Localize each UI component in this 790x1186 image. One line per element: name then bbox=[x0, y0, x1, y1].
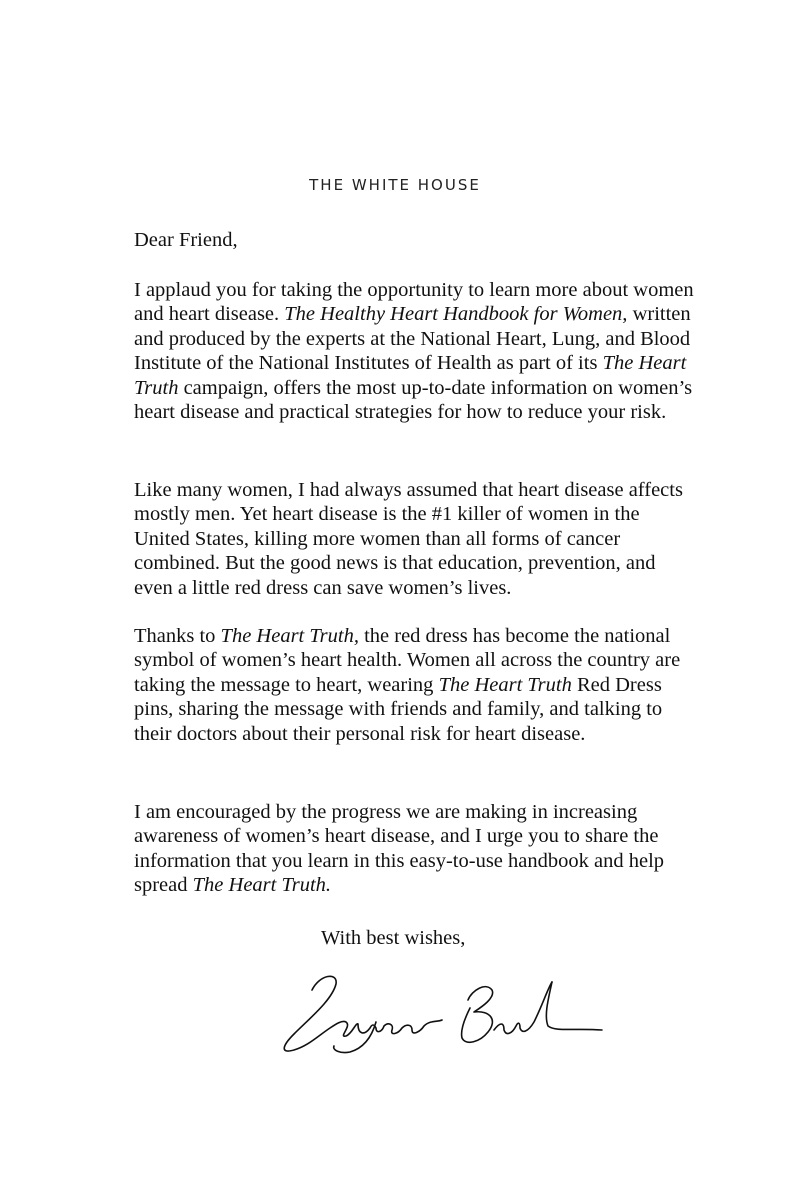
closing: With best wishes, bbox=[321, 927, 466, 949]
campaign-name: The Heart Truth, bbox=[220, 625, 359, 647]
salutation: Dear Friend, bbox=[134, 229, 238, 251]
paragraph-1-text-a: I applaud you for taking the opportunity to learn more about women and heart disease. bbox=[134, 279, 694, 326]
paragraph-1 bbox=[134, 278, 694, 424]
handbook-title: The Healthy Heart Handbook for Women, bbox=[284, 303, 628, 326]
paragraph-1-text-c: written and produced by the experts at the National Heart, Lung, and Blood Institute of the National Institutes of Health as part of its bbox=[134, 303, 691, 375]
signature-strokes bbox=[284, 976, 602, 1052]
signature-image bbox=[272, 960, 612, 1060]
paragraph-2: Like many women, I had always assumed that heart disease affects mostly men. Yet heart disease is the #1 killer of women in the United States, killing more women than all forms of cancer combined. But the good news is that education, prevention, and even a little red dress can save women’s lives. bbox=[134, 479, 683, 599]
paragraph-3-text-a: Thanks to bbox=[134, 625, 221, 647]
paragraph-3 bbox=[134, 624, 694, 746]
paragraph-1-text-e: campaign, offers the most up-to-date information on women’s heart disease and practical strategies for how to reduce your risk. bbox=[134, 376, 693, 424]
paragraph-3-text-e: Red Dress pins, sharing the message with friends and family, and talking to their doctors about their personal risk for heart disease. bbox=[134, 673, 663, 745]
paragraph-4 bbox=[134, 800, 694, 898]
paragraph-4-text-a: I am encouraged by the progress we are making in increasing awareness of women’s heart disease, and I urge you to share the information that you learn in this easy-to-use handbook and help spread bbox=[134, 801, 665, 897]
campaign-name: The Heart Truth. bbox=[192, 874, 332, 897]
campaign-name: The Heart Truth bbox=[438, 673, 572, 696]
letterhead: THE WHITE HOUSE bbox=[309, 176, 481, 194]
paragraph-3-text-c: the red dress has become the national symbol of women’s heart health. Women all across the country are taking the message to heart, wearing bbox=[134, 625, 681, 696]
campaign-name: The Heart Truth bbox=[134, 352, 687, 399]
